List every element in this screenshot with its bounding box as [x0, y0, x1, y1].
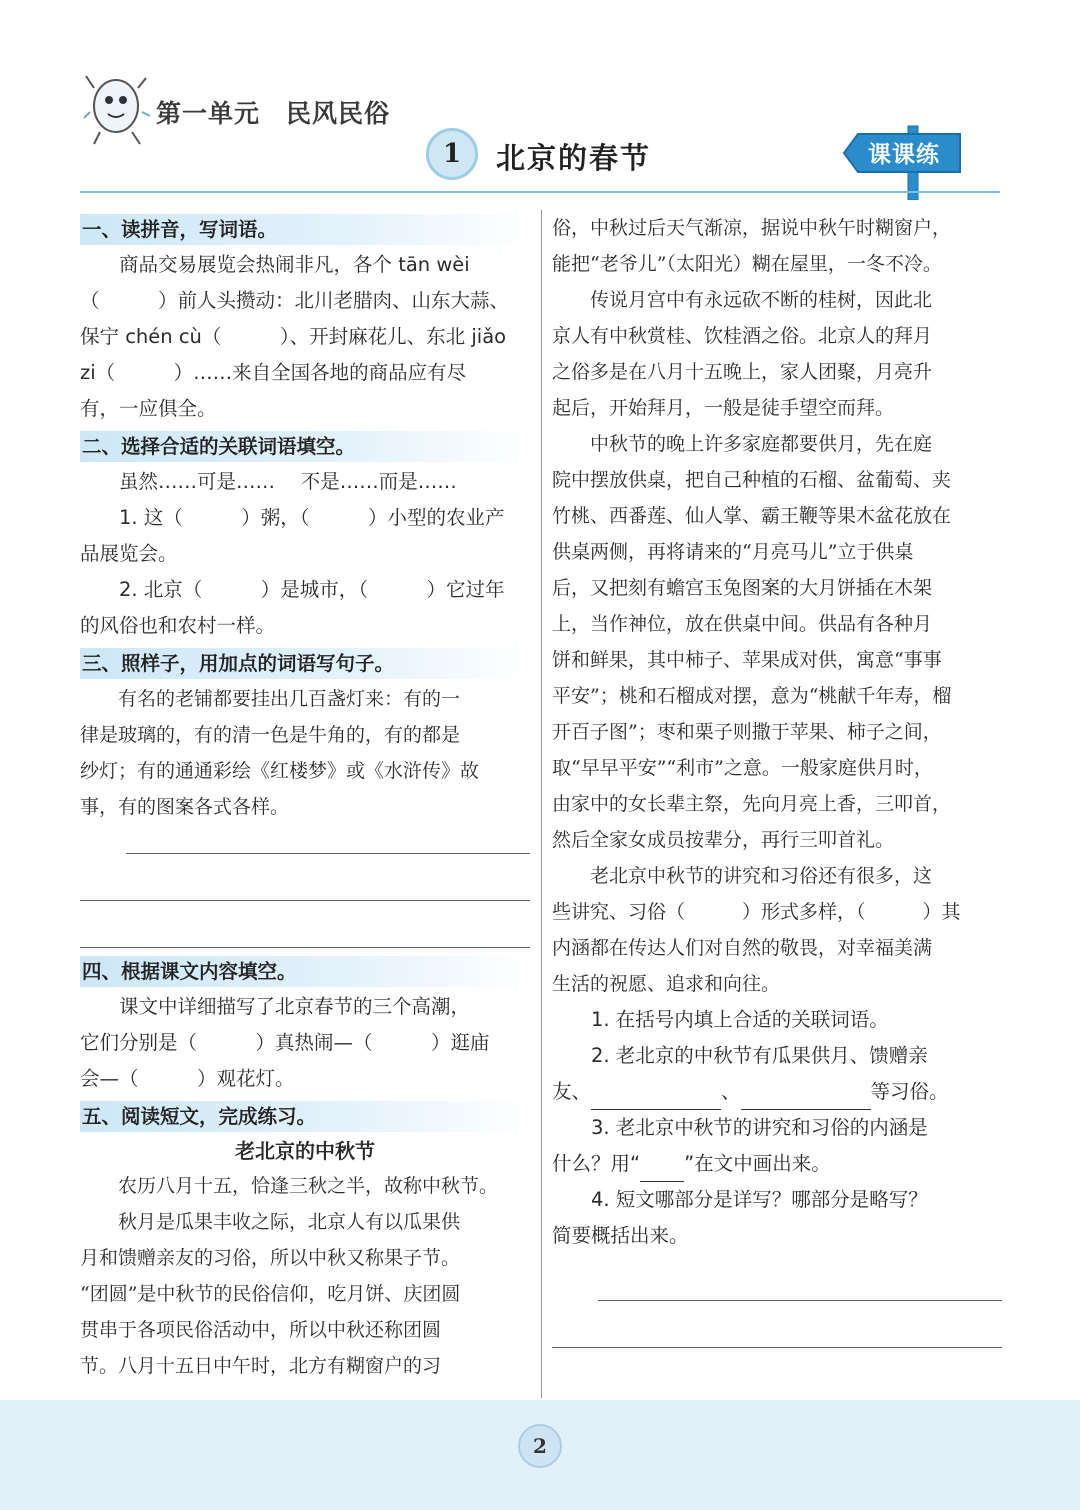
article-line: 竹桃、西番莲、仙人掌、霸王鞭等果木盆花放在: [552, 505, 952, 527]
lesson-title: 北京的春节: [496, 141, 652, 175]
header-divider: [80, 191, 1000, 193]
s1-line[interactable]: zi（ ）……来自全国各地的商品应有尽: [80, 361, 467, 384]
q3-suffix: ”在文中画出来。: [684, 1152, 831, 1175]
s1-line: 商品交易展览会热闹非凡，各个 tān wèi: [119, 253, 470, 276]
question-1: 1. 在括号内填上合适的关联词语。: [591, 1008, 889, 1031]
article-line[interactable]: 些讲究、习俗（ ）形式多样，（ ）其: [552, 901, 961, 923]
question-3: 3. 老北京中秋节的讲究和习俗的内涵是: [591, 1116, 928, 1139]
s1-line[interactable]: 保宁 chén cù（ ）、开封麻花儿、东北 jiǎo: [80, 325, 507, 348]
article-line: 农历八月十五，恰逢三秋之半，故称中秋节。: [118, 1175, 499, 1197]
article-line: 俗，中秋过后天气渐凉，据说中秋午时糊窗户，: [552, 217, 952, 239]
q2-separator: 、: [721, 1080, 741, 1103]
article-line: 院中摆放供桌，把自己种植的石榴、盆葡萄、夹: [552, 469, 952, 491]
answer-blank[interactable]: [591, 1085, 721, 1110]
s2-line[interactable]: 1. 这（ ）粥，（ ）小型的农业产: [119, 506, 505, 529]
question-4: 4. 短文哪部分是详写？哪部分是略写？: [591, 1188, 928, 1211]
s4-line[interactable]: 它们分别是（ ）真热闹—（ ）逛庙: [80, 1031, 490, 1054]
article-line: 贯串于各项民俗活动中，所以中秋还称团圆: [80, 1319, 442, 1341]
right-column: [552, 210, 1002, 1348]
article-line: 内涵都在传达人们对自然的敬畏，对幸福美满: [552, 937, 933, 959]
s4-line: 课文中详细描写了北京春节的三个高潮，: [119, 995, 471, 1018]
article-line: 后，又把刻有蟾宫玉兔图案的大月饼插在木架: [552, 577, 933, 599]
section-3-heading: 三、照样子，用加点的词语写句子。: [80, 648, 530, 679]
answer-line[interactable]: [552, 1301, 1002, 1348]
article-line: 之俗多是在八月十五晚上，家人团聚，月亮升: [552, 361, 933, 383]
article-line: 能把“老爷儿”（太阳光）糊在屋里，一冬不冷。: [552, 253, 942, 275]
answer-blank[interactable]: [741, 1085, 871, 1110]
q2-suffix: 等习俗。: [870, 1080, 949, 1103]
s3-line: 事，有的图案各式各样。: [80, 796, 290, 818]
s2-line: 品展览会。: [80, 542, 178, 565]
unit-heading: [156, 94, 390, 130]
article-line: 然后全家女成员按辈分，再行三叩首礼。: [552, 829, 895, 851]
s2-line: 的风俗也和农村一样。: [80, 614, 276, 637]
lesson-number: 1: [426, 128, 478, 180]
s3-line: 纱灯；有的通通彩绘《红楼梦》或《水浒传》故: [80, 760, 480, 782]
article-line: 上，当作神位，放在供桌中间。供品有各种月: [552, 613, 933, 635]
unit-title: 民风民俗: [286, 99, 391, 128]
left-column: [80, 210, 530, 1384]
question-2-blanks: [552, 1074, 1002, 1110]
article-line: 节。八月十五日中午时，北方有糊窗户的习: [80, 1355, 442, 1377]
question-2: 2. 老北京的中秋节有瓜果供月、馈赠亲: [591, 1044, 928, 1067]
article-line: 中秋节的晚上许多家庭都要供月，先在庭: [590, 433, 933, 455]
article-line: 起后，开始拜月，一般是徒手望空而拜。: [552, 397, 895, 419]
underline-sample: [640, 1157, 684, 1182]
article-line: 开百子图”；枣和栗子则撒于苹果、柿子之间，: [552, 721, 942, 743]
section-5-heading: 五、阅读短文，完成练习。: [80, 1101, 530, 1132]
question-3-line: [552, 1146, 1002, 1182]
page-header: [0, 0, 1080, 200]
article-line: 生活的祝愿、追求和向往。: [552, 973, 781, 995]
section-1-heading: 一、读拼音，写词语。: [80, 214, 530, 245]
answer-line[interactable]: [80, 901, 530, 948]
section-4-heading: 四、根据课文内容填空。: [80, 956, 530, 987]
article-line: 传说月宫中有永远砍不断的桂树，因此北: [590, 289, 933, 311]
article-line: 取“早早平安”“利市”之意。一般家庭供月时，: [552, 757, 933, 779]
article-line: 老北京中秋节的讲究和习俗还有很多，这: [590, 865, 933, 887]
article-line: 月和馈赠亲友的习俗，所以中秋又称果子节。: [80, 1247, 461, 1269]
article-line: 供桌两侧，再将请来的“月亮马儿”立于供桌: [552, 541, 914, 563]
article-title: 老北京的中秋节: [235, 1139, 375, 1163]
column-divider: [541, 210, 542, 1398]
page-number: 2: [518, 1424, 562, 1468]
badge-label: 课课练: [868, 142, 940, 168]
s1-line: 有，一应俱全。: [80, 397, 217, 420]
q3-prefix: 什么？用“: [552, 1152, 641, 1175]
s2-options: 虽然……可是…… 不是……而是……: [119, 470, 457, 493]
s4-line[interactable]: 会—（ ）观花灯。: [80, 1067, 295, 1090]
mascot-icon: [82, 68, 152, 148]
s3-line: 有名的老铺都要挂出几百盏灯来：有的一: [118, 688, 461, 710]
answer-line[interactable]: [80, 854, 530, 901]
answer-line[interactable]: [126, 825, 530, 854]
article-line: “团圆”是中秋节的民俗信仰，吃月饼、庆团圆: [80, 1283, 461, 1305]
article-line: 由家中的女长辈主祭，先向月亮上香，三叩首，: [552, 793, 952, 815]
unit-label: 第一单元: [156, 99, 261, 128]
article-line: 平安”；桃和石榴成对摆，意为“桃献千年寿，榴: [552, 685, 952, 707]
s1-line[interactable]: （ ）前人头攒动：北川老腊肉、山东大蒜、: [80, 289, 510, 312]
q2-prefix: 友、: [552, 1080, 592, 1103]
article-line: 京人有中秋赏桂、饮桂酒之俗。北京人的拜月: [552, 325, 933, 347]
answer-line[interactable]: [598, 1254, 1002, 1301]
s2-line[interactable]: 2. 北京（ ）是城市，（ ）它过年: [119, 578, 505, 601]
section-2-heading: 二、选择合适的关联词语填空。: [80, 431, 530, 462]
s3-line: 律是玻璃的，有的清一色是牛角的，有的都是: [80, 724, 461, 746]
question-4-cont: 简要概括出来。: [552, 1224, 689, 1247]
article-line: 秋月是瓜果丰收之际，北京人有以瓜果供: [118, 1211, 461, 1233]
article-line: 饼和鲜果，其中柿子、苹果成对供，寓意“事事: [552, 649, 942, 671]
